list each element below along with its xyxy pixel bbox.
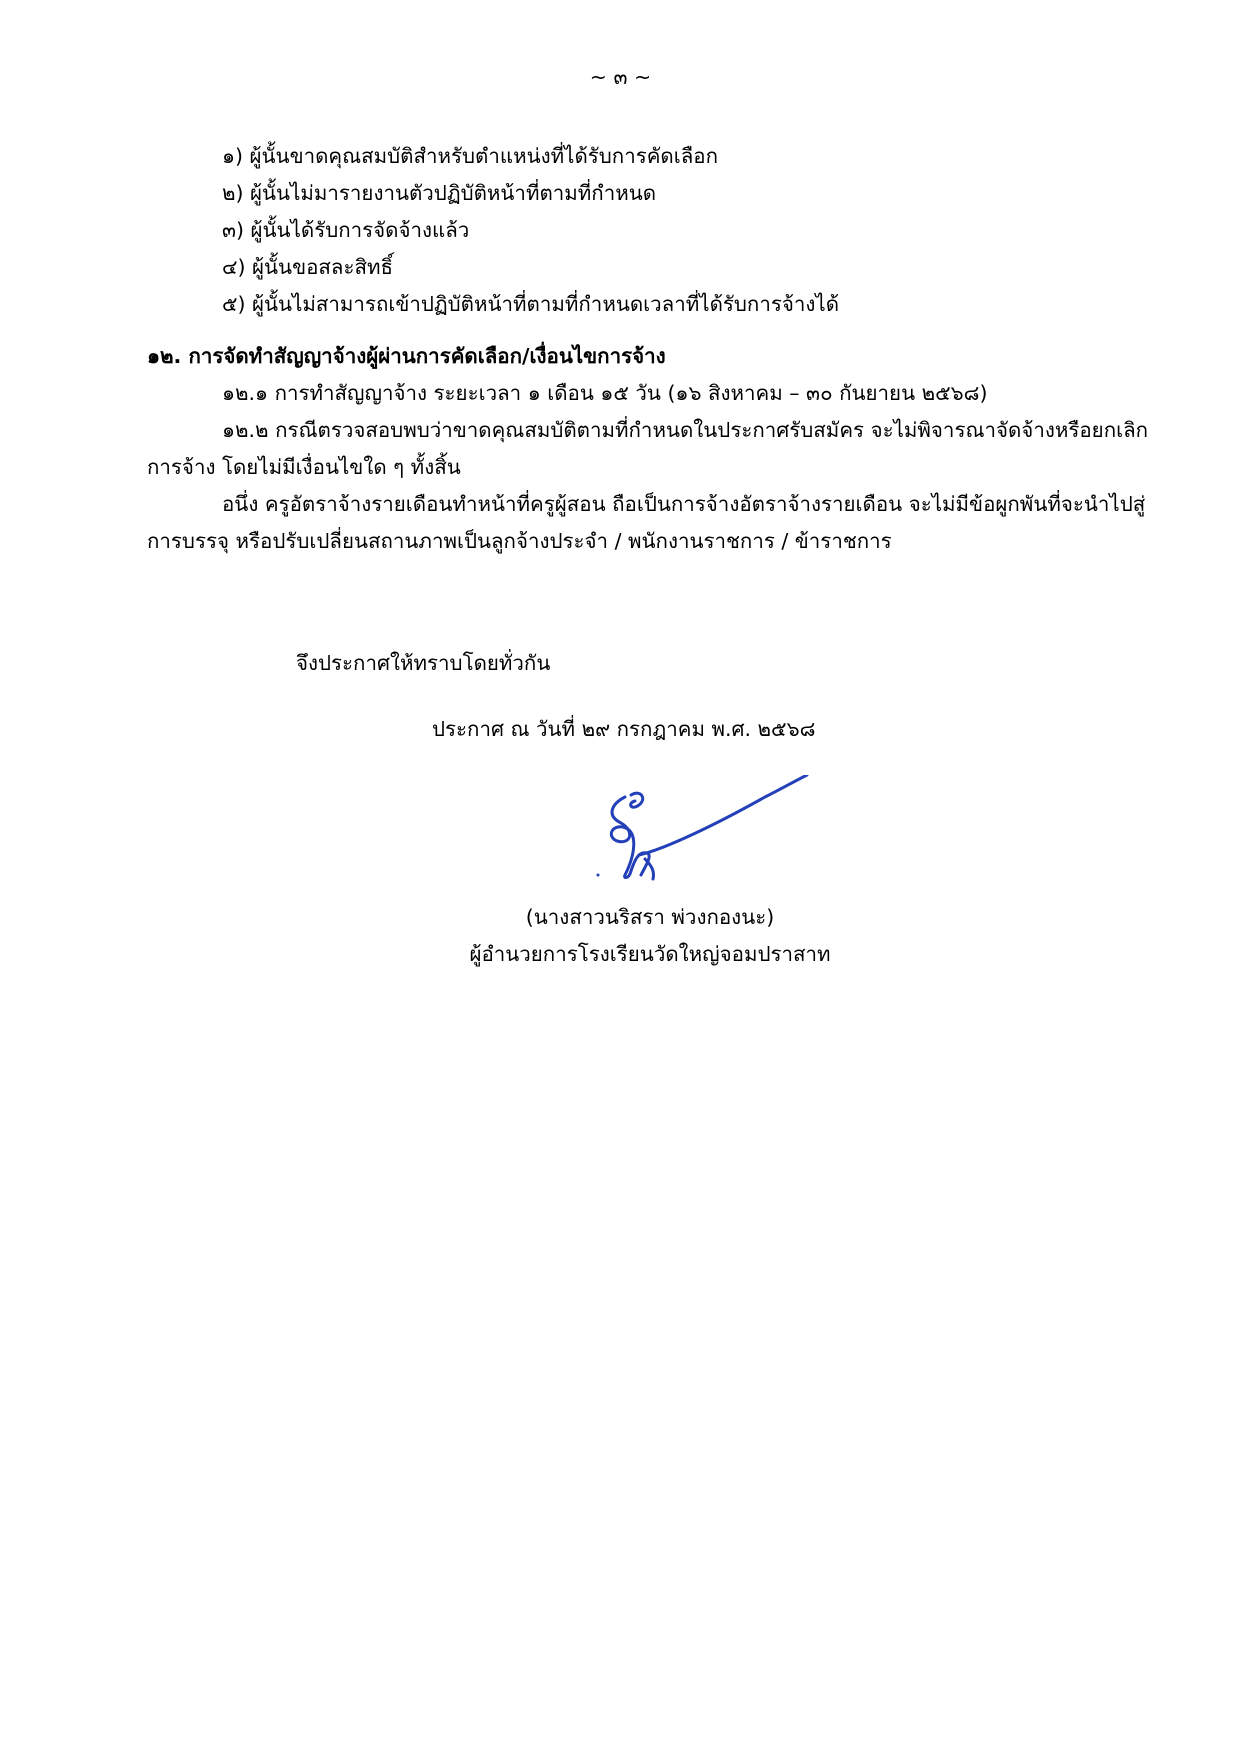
signature-stroke-tail <box>645 859 654 879</box>
signatory-name: (นางสาวนริสรา พ่วงกองนะ) <box>525 905 775 929</box>
closing-statement: จึงประกาศให้ทราบโดยทั่วกัน <box>296 651 551 675</box>
section-12-2-line-1: ๑๒.๒ กรณีตรวจสอบพบว่าขาดคุณสมบัติตามที่กำหนดในประกาศรับสมัคร จะไม่พิจารณาจัดจ้างหรือยกเลิก <box>222 418 1149 442</box>
section-12-2-line-2: การจ้าง โดยไม่มีเงื่อนไขใด ๆ ทั้งสิ้น <box>147 455 461 479</box>
note-line-1: อนึ่ง ครูอัตราจ้างรายเดือนทำหน้าที่ครูผู้สอน ถือเป็นการจ้างอัตราจ้างรายเดือน จะไม่มีข้อผูกพันที่จะนำไปสู่ <box>222 492 1146 516</box>
signature-dot <box>597 874 600 877</box>
page-number: ~ ๓ ~ <box>589 65 652 89</box>
list-item-5: ๕) ผู้นั้นไม่สามารถเข้าปฏิบัติหน้าที่ตามที่กำหนดเวลาที่ได้รับการจ้างได้ <box>222 292 840 316</box>
list-item-3: ๓) ผู้นั้นได้รับการจัดจ้างแล้ว <box>222 218 470 242</box>
announcement-date: ประกาศ ณ วันที่ ๒๙ กรกฎาคม พ.ศ. ๒๕๖๘ <box>432 717 816 741</box>
list-item-2: ๒) ผู้นั้นไม่มารายงานตัวปฏิบัติหน้าที่ตามที่กำหนด <box>222 181 657 205</box>
note-line-2: การบรรจุ หรือปรับเปลี่ยนสถานภาพเป็นลูกจ้างประจำ / พนักงานราชการ / ข้าราชการ <box>147 529 892 553</box>
signature-stroke-loop <box>631 793 643 807</box>
signature-image <box>595 775 825 895</box>
list-item-1: ๑) ผู้นั้นขาดคุณสมบัติสำหรับตำแหน่งที่ได้รับการคัดเลือก <box>222 144 719 168</box>
section-12-1: ๑๒.๑ การทำสัญญาจ้าง ระยะเวลา ๑ เดือน ๑๕ วัน (๑๖ สิงหาคม – ๓๐ กันยายน ๒๕๖๘) <box>222 381 988 405</box>
list-item-4: ๔) ผู้นั้นขอสละสิทธิ์ <box>222 255 394 279</box>
signature-stroke-main <box>611 797 649 878</box>
section-12-heading: ๑๒. การจัดทำสัญญาจ้างผู้ผ่านการคัดเลือก/เงื่อนไขการจ้าง <box>147 344 666 368</box>
signatory-title: ผู้อำนวยการโรงเรียนวัดใหญ่จอมปราสาท <box>469 942 831 966</box>
signature-stroke-flourish <box>639 775 807 855</box>
